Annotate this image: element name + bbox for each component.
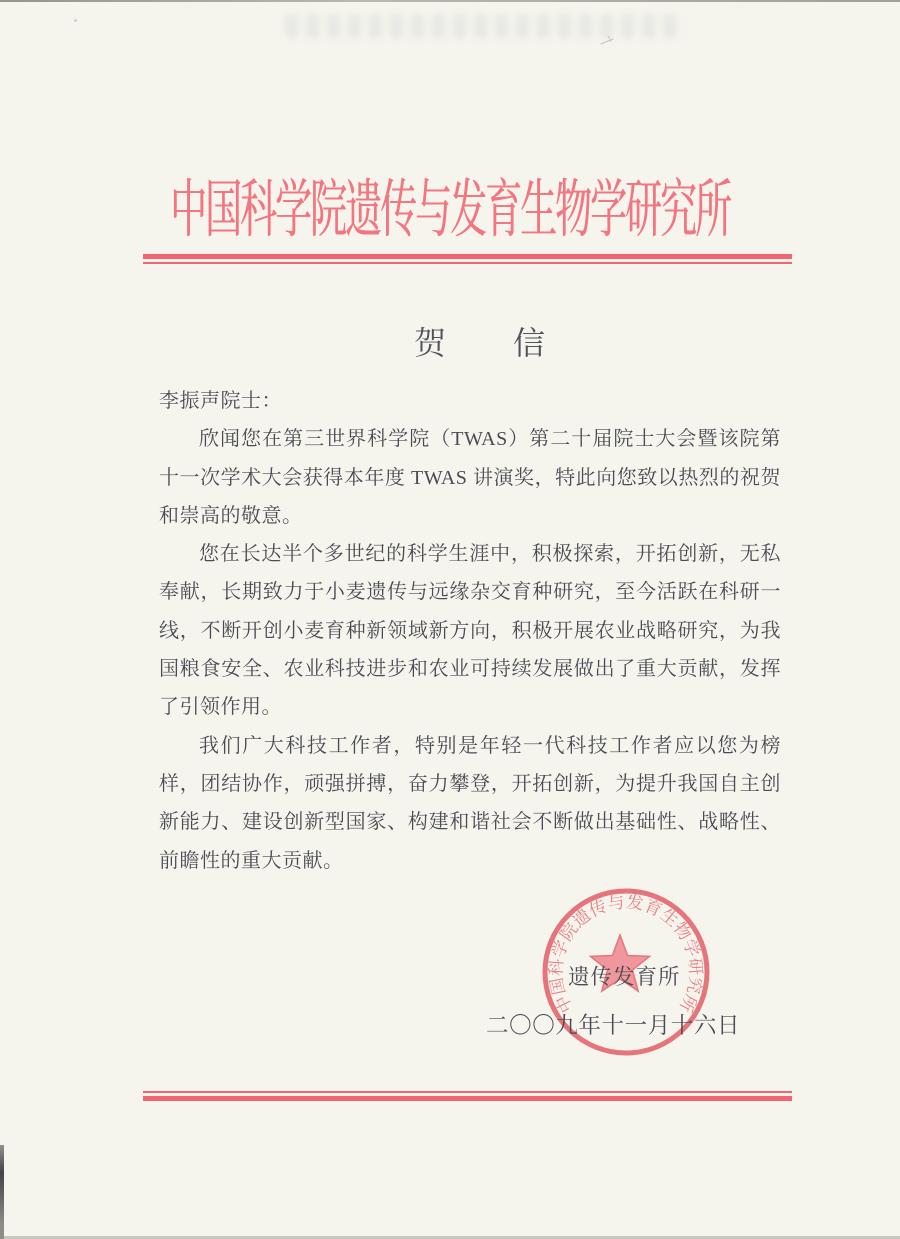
letter-title: 贺 信 <box>413 325 546 361</box>
footer-double-rule <box>143 1091 792 1101</box>
salutation: 李振声院士： <box>159 390 282 412</box>
letter-body <box>159 382 781 880</box>
letterhead-double-rule <box>143 254 792 264</box>
scan-edge-top <box>0 0 900 2</box>
scan-edge-left <box>0 1145 4 1239</box>
speck-artifact <box>74 19 77 22</box>
signature-org: 遗传发育所 <box>568 965 681 989</box>
letter-date: 二〇〇九年十一月十六日 <box>486 1013 741 1038</box>
pencil-mark <box>600 36 614 46</box>
paragraph-3: 我们广大科技工作者，特别是年轻一代科技工作者应以您为榜样，团结协作，顽强拼搏，奋力攀登，开拓创新，为提升我国自主创新能力、建设创新型国家、构建和谐社会不断做出基础性、战略性、前瞻性的重大贡献。 <box>159 734 781 872</box>
ink-bleed-through-artifact <box>285 14 685 38</box>
seal-ring-text: 中国科学院遗传与发育生物学研究所 <box>546 892 706 1016</box>
paragraph-2: 您在长达半个多世纪的科学生涯中，积极探索，开拓创新，无私奉献，长期致力于小麦遗传与远缘杂交育种研究，至今活跃在科研一线，不断开创小麦育种新领域新方向，积极开展农业战略研究，为我国粮食安全、农业科技进步和农业可持续发展做出了重大贡献，发挥了引领作用。 <box>159 543 781 719</box>
letterhead-org-name: 中国科学院遗传与发育生物学研究所 <box>170 176 730 247</box>
paragraph-1: 欣闻您在第三世界科学院（TWAS）第二十届院士大会暨该院第十一次学术大会获得本年度 TWAS 讲演奖，特此向您致以热烈的祝贺和崇高的敬意。 <box>159 428 781 527</box>
